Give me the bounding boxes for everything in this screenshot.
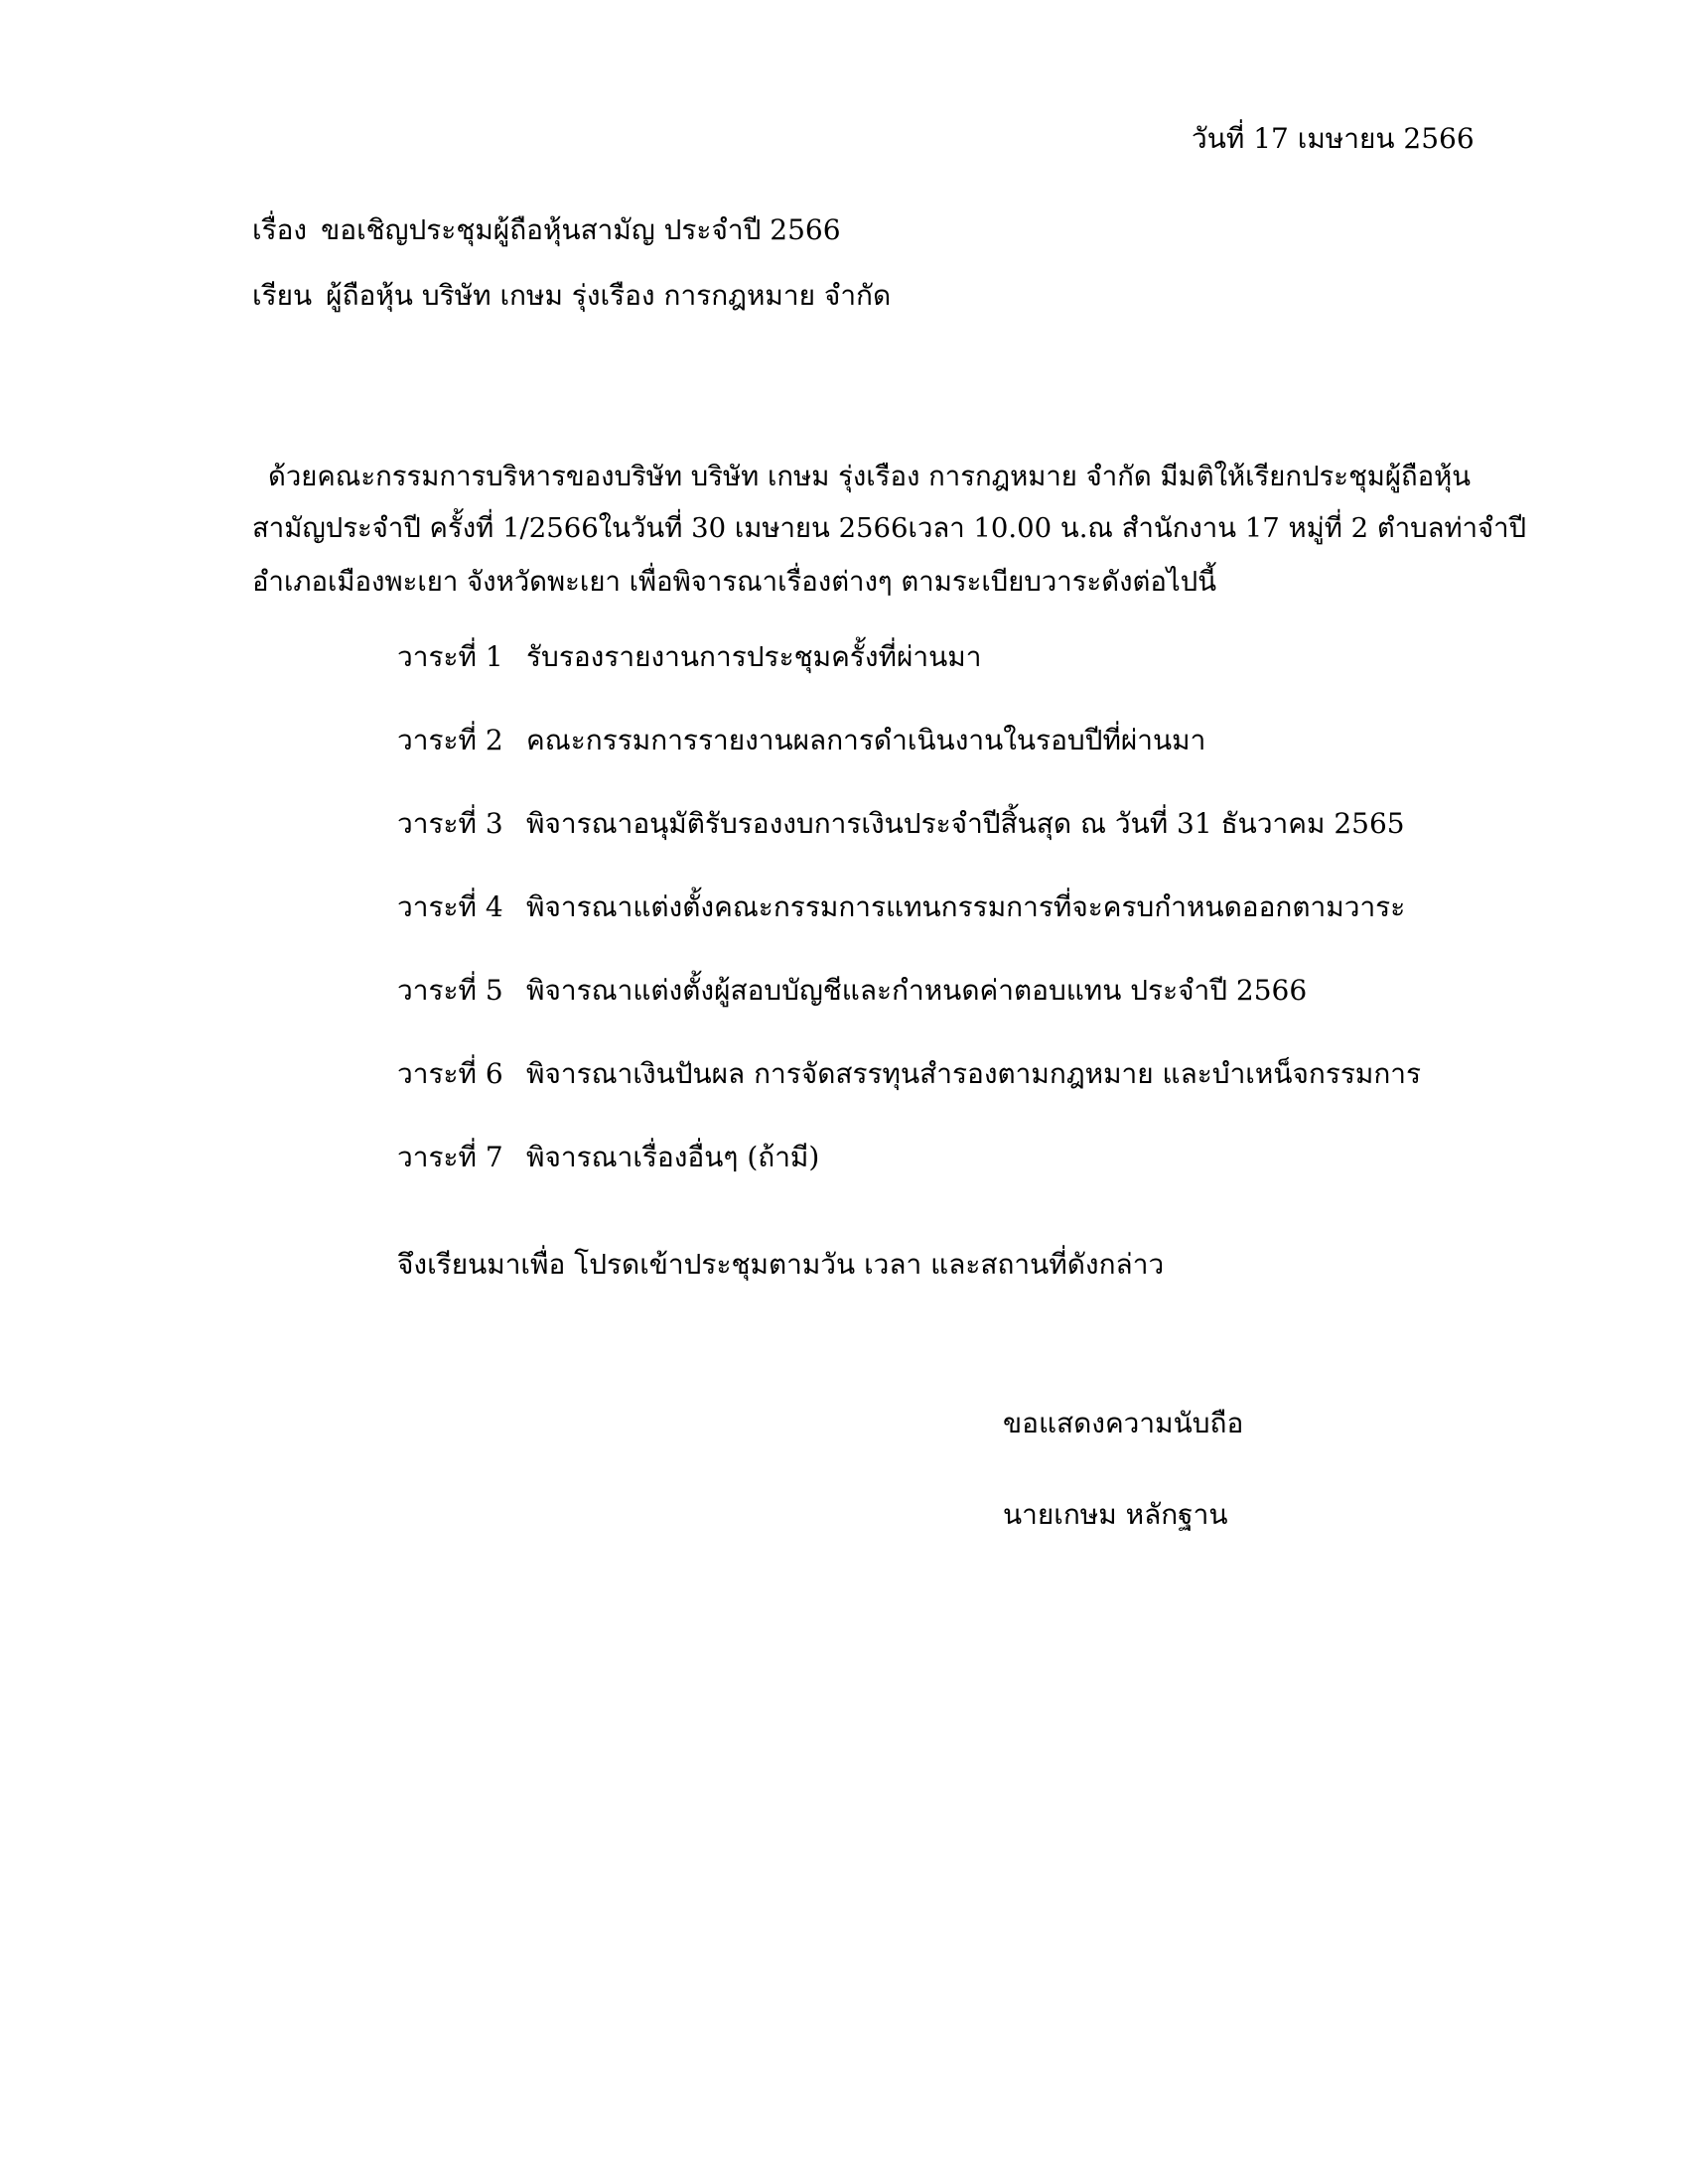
body-line-2: สามัญประจำปี ครั้งที่ 1/2566ในวันที่ 30 เมษายน 2566เวลา 10.00 น.ณ สำนักงาน 17 หมู่ที่ 2 ตำบลท่าจำปี <box>252 512 1527 544</box>
subject-text: ขอเชิญประชุมผู้ถือหุ้นสามัญ ประจำปี 2566 <box>321 213 841 246</box>
closing-line: จึงเรียนมาเพื่อ โปรดเข้าประชุมตามวัน เวลา และสถานที่ดังกล่าว <box>397 1248 1165 1281</box>
agenda-item <box>397 889 1405 925</box>
agenda-item <box>397 1140 819 1175</box>
agenda-item-text: คณะกรรมการรายงานผลการดำเนินงานในรอบปีที่ผ่านมา <box>526 724 1206 756</box>
body-line-3: อำเภอเมืองพะเยา จังหวัดพะเยา เพื่อพิจารณาเรื่องต่างๆ ตามระเบียบวาระดังต่อไปนี้ <box>252 566 1216 598</box>
agenda-item-label: วาระที่ 4 <box>397 890 503 923</box>
agenda-item-text: พิจารณาเรื่องอื่นๆ (ถ้ามี) <box>526 1141 820 1173</box>
regards-line: ขอแสดงความนับถือ <box>1003 1407 1244 1439</box>
recipient-label: เรียน <box>252 279 313 312</box>
agenda-item-label: วาระที่ 5 <box>397 974 503 1007</box>
agenda-item-label: วาระที่ 2 <box>397 724 503 756</box>
subject-label: เรื่อง <box>252 213 308 246</box>
agenda-item <box>397 973 1307 1009</box>
recipient-text: ผู้ถือหุ้น บริษัท เกษม รุ่งเรือง การกฎหมาย จำกัด <box>326 279 892 312</box>
agenda-item <box>397 723 1205 758</box>
agenda-item-text: พิจารณาเงินปันผล การจัดสรรทุนสำรองตามกฎหมาย และบำเหน็จกรรมการ <box>526 1057 1422 1090</box>
signer-name: นายเกษม หลักฐาน <box>1003 1498 1228 1531</box>
agenda-item-text: พิจารณาแต่งตั้งคณะกรรมการแทนกรรมการที่จะครบกำหนดออกตามวาระ <box>526 890 1406 923</box>
agenda-item-label: วาระที่ 7 <box>397 1141 503 1173</box>
agenda-item-text: พิจารณาอนุมัติรับรองงบการเงินประจำปีสิ้นสุด ณ วันที่ 31 ธันวาคม 2565 <box>526 807 1405 840</box>
agenda-item-text: รับรองรายงานการประชุมครั้งที่ผ่านมา <box>526 640 982 673</box>
agenda-item <box>397 639 981 675</box>
agenda-item-text: พิจารณาแต่งตั้งผู้สอบบัญชีและกำหนดค่าตอบแทน ประจำปี 2566 <box>526 974 1308 1007</box>
agenda-item-label: วาระที่ 1 <box>397 640 503 673</box>
agenda-item-label: วาระที่ 6 <box>397 1057 503 1090</box>
agenda-item-label: วาระที่ 3 <box>397 807 503 840</box>
recipient-line <box>252 278 891 314</box>
agenda-item <box>397 1056 1421 1092</box>
body-line-1: ด้วยคณะกรรมการบริหารของบริษัท บริษัท เกษม รุ่งเรือง การกฎหมาย จำกัด มีมติให้เรียกประชุมผู้ถือหุ้น <box>268 461 1472 492</box>
letter-date: วันที่ 17 เมษายน 2566 <box>1192 122 1475 155</box>
agenda-item <box>397 806 1405 842</box>
subject-line <box>252 212 841 248</box>
